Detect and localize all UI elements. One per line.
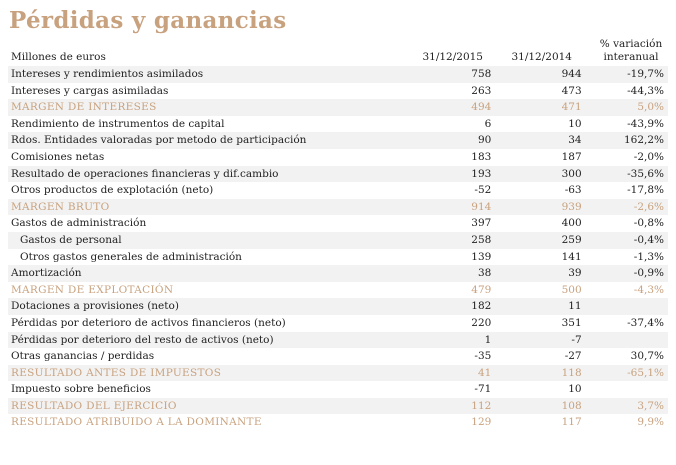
value-variation: -37,4% <box>585 315 668 332</box>
row-label: Amortización <box>8 265 397 282</box>
value-2015: 758 <box>397 66 495 83</box>
value-variation: -19,7% <box>585 66 668 83</box>
header-variation-line1: % variación <box>599 38 663 50</box>
value-2014: -63 <box>494 182 584 199</box>
value-variation: 162,2% <box>585 132 668 149</box>
income-statement-table <box>8 66 668 431</box>
value-variation: -44,3% <box>585 83 668 100</box>
row-label: MARGEN DE INTERESES <box>8 99 397 116</box>
value-2014: 118 <box>494 365 584 382</box>
value-2014: 473 <box>494 83 584 100</box>
value-2015: 139 <box>397 249 495 266</box>
value-2014: 259 <box>494 232 584 249</box>
table-row <box>8 215 668 232</box>
table-row <box>8 132 668 149</box>
row-label: Rdos. Entidades valoradas por metodo de participación <box>8 132 397 149</box>
value-2015: 38 <box>397 265 495 282</box>
row-label: RESULTADO DEL EJERCICIO <box>8 398 397 415</box>
table-row <box>8 116 668 133</box>
table-row <box>8 182 668 199</box>
value-variation <box>585 298 668 315</box>
value-2015: -35 <box>397 348 495 365</box>
row-label: Rendimiento de instrumentos de capital <box>8 116 397 133</box>
row-label: Dotaciones a provisiones (neto) <box>8 298 397 315</box>
value-variation: -0,8% <box>585 215 668 232</box>
value-2014: 108 <box>494 398 584 415</box>
value-2014: 939 <box>494 199 584 216</box>
value-variation: -0,4% <box>585 232 668 249</box>
value-2015: 263 <box>397 83 495 100</box>
value-2015: -52 <box>397 182 495 199</box>
row-label: Comisiones netas <box>8 149 397 166</box>
row-label: MARGEN BRUTO <box>8 199 397 216</box>
table-row <box>8 66 668 83</box>
value-variation: 30,7% <box>585 348 668 365</box>
row-label: RESULTADO ATRIBUIDO A LA DOMINANTE <box>8 414 397 431</box>
table-row <box>8 149 668 166</box>
value-2014: 944 <box>494 66 584 83</box>
header-year-2015: 31/12/2015 <box>422 51 483 63</box>
value-variation: 3,7% <box>585 398 668 415</box>
value-2015: 193 <box>397 166 495 183</box>
value-2014: 471 <box>494 99 584 116</box>
table-row <box>8 315 668 332</box>
table-row <box>8 398 668 415</box>
value-2015: 90 <box>397 132 495 149</box>
value-variation: -43,9% <box>585 116 668 133</box>
row-label: Pérdidas por deterioro del resto de activos (neto) <box>8 332 397 349</box>
header-variation <box>596 38 666 64</box>
value-2014: 10 <box>494 381 584 398</box>
value-2015: 129 <box>397 414 495 431</box>
table-row <box>8 332 668 349</box>
value-2014: -7 <box>494 332 584 349</box>
table-row <box>8 232 668 249</box>
value-variation: -4,3% <box>585 282 668 299</box>
value-2015: 6 <box>397 116 495 133</box>
value-2015: 914 <box>397 199 495 216</box>
header-variation-line2: interanual <box>603 51 659 63</box>
table-row <box>8 166 668 183</box>
value-2015: 258 <box>397 232 495 249</box>
value-2014: 11 <box>494 298 584 315</box>
table-row <box>8 414 668 431</box>
row-label: Impuesto sobre beneficios <box>8 381 397 398</box>
row-label: Otros gastos generales de administración <box>8 249 397 266</box>
value-2015: 1 <box>397 332 495 349</box>
value-2015: 397 <box>397 215 495 232</box>
row-label: Intereses y cargas asimiladas <box>8 83 397 100</box>
table-header <box>0 36 676 66</box>
value-2014: 34 <box>494 132 584 149</box>
value-variation: -17,8% <box>585 182 668 199</box>
value-2014: 500 <box>494 282 584 299</box>
row-label: MARGEN DE EXPLOTACIÓN <box>8 282 397 299</box>
header-year-2014: 31/12/2014 <box>511 51 572 63</box>
value-variation: -2,0% <box>585 149 668 166</box>
table-row <box>8 199 668 216</box>
table-row <box>8 298 668 315</box>
value-2015: 183 <box>397 149 495 166</box>
value-2014: 300 <box>494 166 584 183</box>
table-row <box>8 83 668 100</box>
row-label: Intereses y rendimientos asimilados <box>8 66 397 83</box>
row-label: Otros productos de explotación (neto) <box>8 182 397 199</box>
table-row <box>8 365 668 382</box>
table-row <box>8 381 668 398</box>
row-label: Otras ganancias / perdidas <box>8 348 397 365</box>
value-2014: 187 <box>494 149 584 166</box>
value-variation <box>585 332 668 349</box>
table-row <box>8 249 668 266</box>
value-2015: 479 <box>397 282 495 299</box>
value-2015: 41 <box>397 365 495 382</box>
row-label: RESULTADO ANTES DE IMPUESTOS <box>8 365 397 382</box>
table-row <box>8 348 668 365</box>
table-row <box>8 265 668 282</box>
value-2014: 39 <box>494 265 584 282</box>
value-variation <box>585 381 668 398</box>
value-2015: 112 <box>397 398 495 415</box>
value-variation: -35,6% <box>585 166 668 183</box>
row-label: Gastos de administración <box>8 215 397 232</box>
row-label: Gastos de personal <box>8 232 397 249</box>
header-units-label: Millones de euros <box>11 51 106 63</box>
value-2015: 220 <box>397 315 495 332</box>
value-2014: -27 <box>494 348 584 365</box>
row-label: Resultado de operaciones financieras y dif.cambio <box>8 166 397 183</box>
value-2015: 494 <box>397 99 495 116</box>
page-title: Pérdidas y ganancias <box>9 7 287 34</box>
value-variation: -65,1% <box>585 365 668 382</box>
value-2014: 117 <box>494 414 584 431</box>
value-2015: -71 <box>397 381 495 398</box>
value-2014: 10 <box>494 116 584 133</box>
row-label: Pérdidas por deterioro de activos financieros (neto) <box>8 315 397 332</box>
value-variation: 9,9% <box>585 414 668 431</box>
value-2015: 182 <box>397 298 495 315</box>
value-2014: 400 <box>494 215 584 232</box>
value-variation: 5,0% <box>585 99 668 116</box>
value-2014: 141 <box>494 249 584 266</box>
value-variation: -2,6% <box>585 199 668 216</box>
table-row <box>8 282 668 299</box>
value-variation: -1,3% <box>585 249 668 266</box>
value-variation: -0,9% <box>585 265 668 282</box>
value-2014: 351 <box>494 315 584 332</box>
table-row <box>8 99 668 116</box>
